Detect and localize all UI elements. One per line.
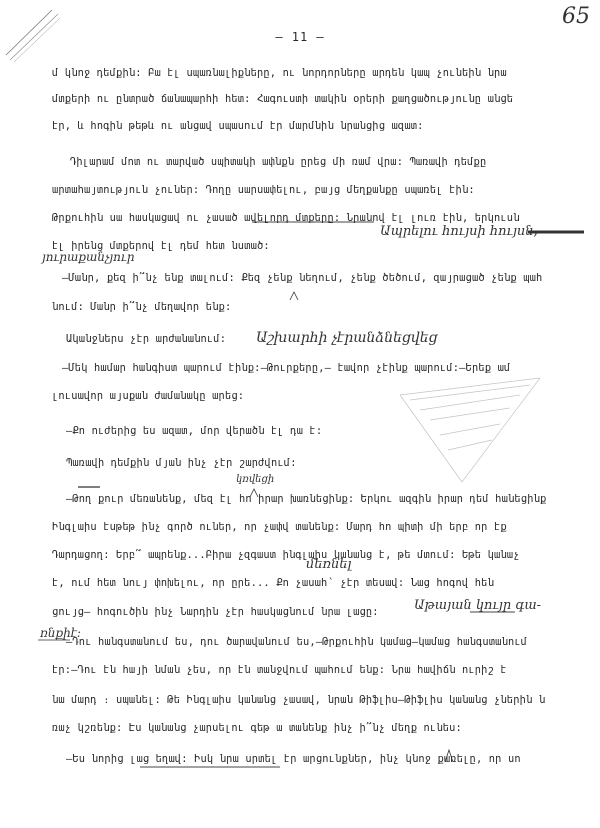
text-line: ցույց– հոգուծին ինչ Նարդին չէր հասկացնում նրա լացը: bbox=[52, 606, 379, 618]
text-line: էր, և հոգին թեթև ու անցավ սպասում էր մարմնին նրանցից ազատ: bbox=[52, 120, 424, 132]
text-line: լուսավոր այսքան ժամանակը արեց: bbox=[52, 390, 245, 402]
text-line: ռաչ կշռենք: Էս կանանց չարսելու գեթ ա տանենք ինչ ի՞նչ մեղք ունես: bbox=[52, 722, 462, 734]
text-line: –Դու հանգստանում ես, դու ծարավանում ես,–Թրքուհին կամաց–կամաց հանգստանում bbox=[66, 636, 528, 648]
text-line: –Մանր, քեզ ի՞նչ ենք տալում: Քեզ չենք նեղում, չենք ծեծում, զայրացած չենք պահ bbox=[62, 272, 543, 284]
text-line: մ կնոջ դեմքին: Բա էլ սպառնալիքները, ու նորդորները արդեն կապ չունեին նրա bbox=[52, 67, 507, 79]
text-line: էլ իրենց մտքերով էլ դեմ հետ նստած: bbox=[52, 240, 270, 252]
handwritten-annotation: յուրաքանչյուր bbox=[42, 250, 135, 264]
text-line: –Քո ուժերից ես ազատ, մոր վերածն էլ դա է: bbox=[66, 425, 323, 437]
handwritten-annotation: Ապրելու հույսի հույսն, bbox=[380, 224, 538, 239]
text-line: Դարդացող: Երբ՞ ապրենք...Բիրա չզգաստ ինգլաիս կանանց է, թե մտում: Եթե կանաչ bbox=[52, 549, 520, 561]
page-number: – 11 – bbox=[275, 30, 325, 44]
text-line: Պառավի դեմքին մյան ինչ չէր շարժվում: bbox=[66, 457, 297, 469]
text-line: մտքերի ու ընտրած ճանապարհի հետ: Հագուստի տակին օրերի քաղցածությունը անցե bbox=[52, 93, 514, 105]
handwritten-annotation: Աթայան կույր գա- bbox=[414, 598, 542, 613]
text-line: Ինգլաիս էսթեթ ինչ գործ ուներ, որ չափվ տանենք: Մարդ հո պիտի մի երբ որ էք bbox=[52, 521, 507, 533]
text-line: Թրքուհին սա հասկացավ ու չասած ավելորդ մտքերը: Նրանով էլ լուռ էին, երկուսն bbox=[52, 212, 520, 224]
text-line: –Ես նորից լաց եղավ: Իսկ նրա սրտել էր արցունքներ, ինչ կնոջ քառելը, որ սո bbox=[66, 753, 521, 765]
text-line: նա մարդ ։ սպանել: Թե Ինգլաիս կանանց չասավ, նրան Թիֆլիս–Թիֆլիս կանանց չներին ն bbox=[52, 694, 546, 706]
text-line: –Մեկ համար հանգիստ պարում էինք:–Թուրքերը,– էավոր չէինք պարում:–Երեք ամ bbox=[62, 362, 511, 374]
text-line: Ականջներս չէր արժանանում: bbox=[66, 333, 227, 345]
handwritten-annotation: կռվեցի bbox=[236, 474, 275, 485]
text-line: –Թող քուր մեռանենք, մեզ էլ հո իրար խառնեցինք: Երկու ազգին իրար դեմ հանեցինք bbox=[66, 493, 547, 505]
text-line: է, ում հետ նույ փոխելու, որ ըրե... Քո չասահ՝ չէր տեսավ: Նաց հոգով հեն bbox=[52, 577, 494, 589]
handwritten-annotation: մեռնել bbox=[306, 557, 352, 572]
handwritten-annotation: Աշխարհի չէրանձնեցվեց bbox=[256, 330, 438, 346]
text-line: Դիլարամ մոտ ու տարված սպիտակի ափնքն ըրեց մի ռամ վրա: Պառավի դեմքը bbox=[70, 156, 487, 168]
text-line: նում: Մանր ի՞նչ մեղավոր ենք: bbox=[52, 301, 232, 313]
text-line: էր:–Դու էն հայի նման չես, որ էն տանջվում պահում ենք: Նրա հավիճն ուրիշ է bbox=[52, 664, 507, 676]
text-line: արտահայտություն չուներ: Դողը սարսափելու, բայց մեղքանքը սպառել էին: bbox=[52, 184, 475, 196]
handwritten-annotation: ռնքիէ: bbox=[40, 626, 81, 640]
folio-number: 65 bbox=[562, 4, 590, 29]
